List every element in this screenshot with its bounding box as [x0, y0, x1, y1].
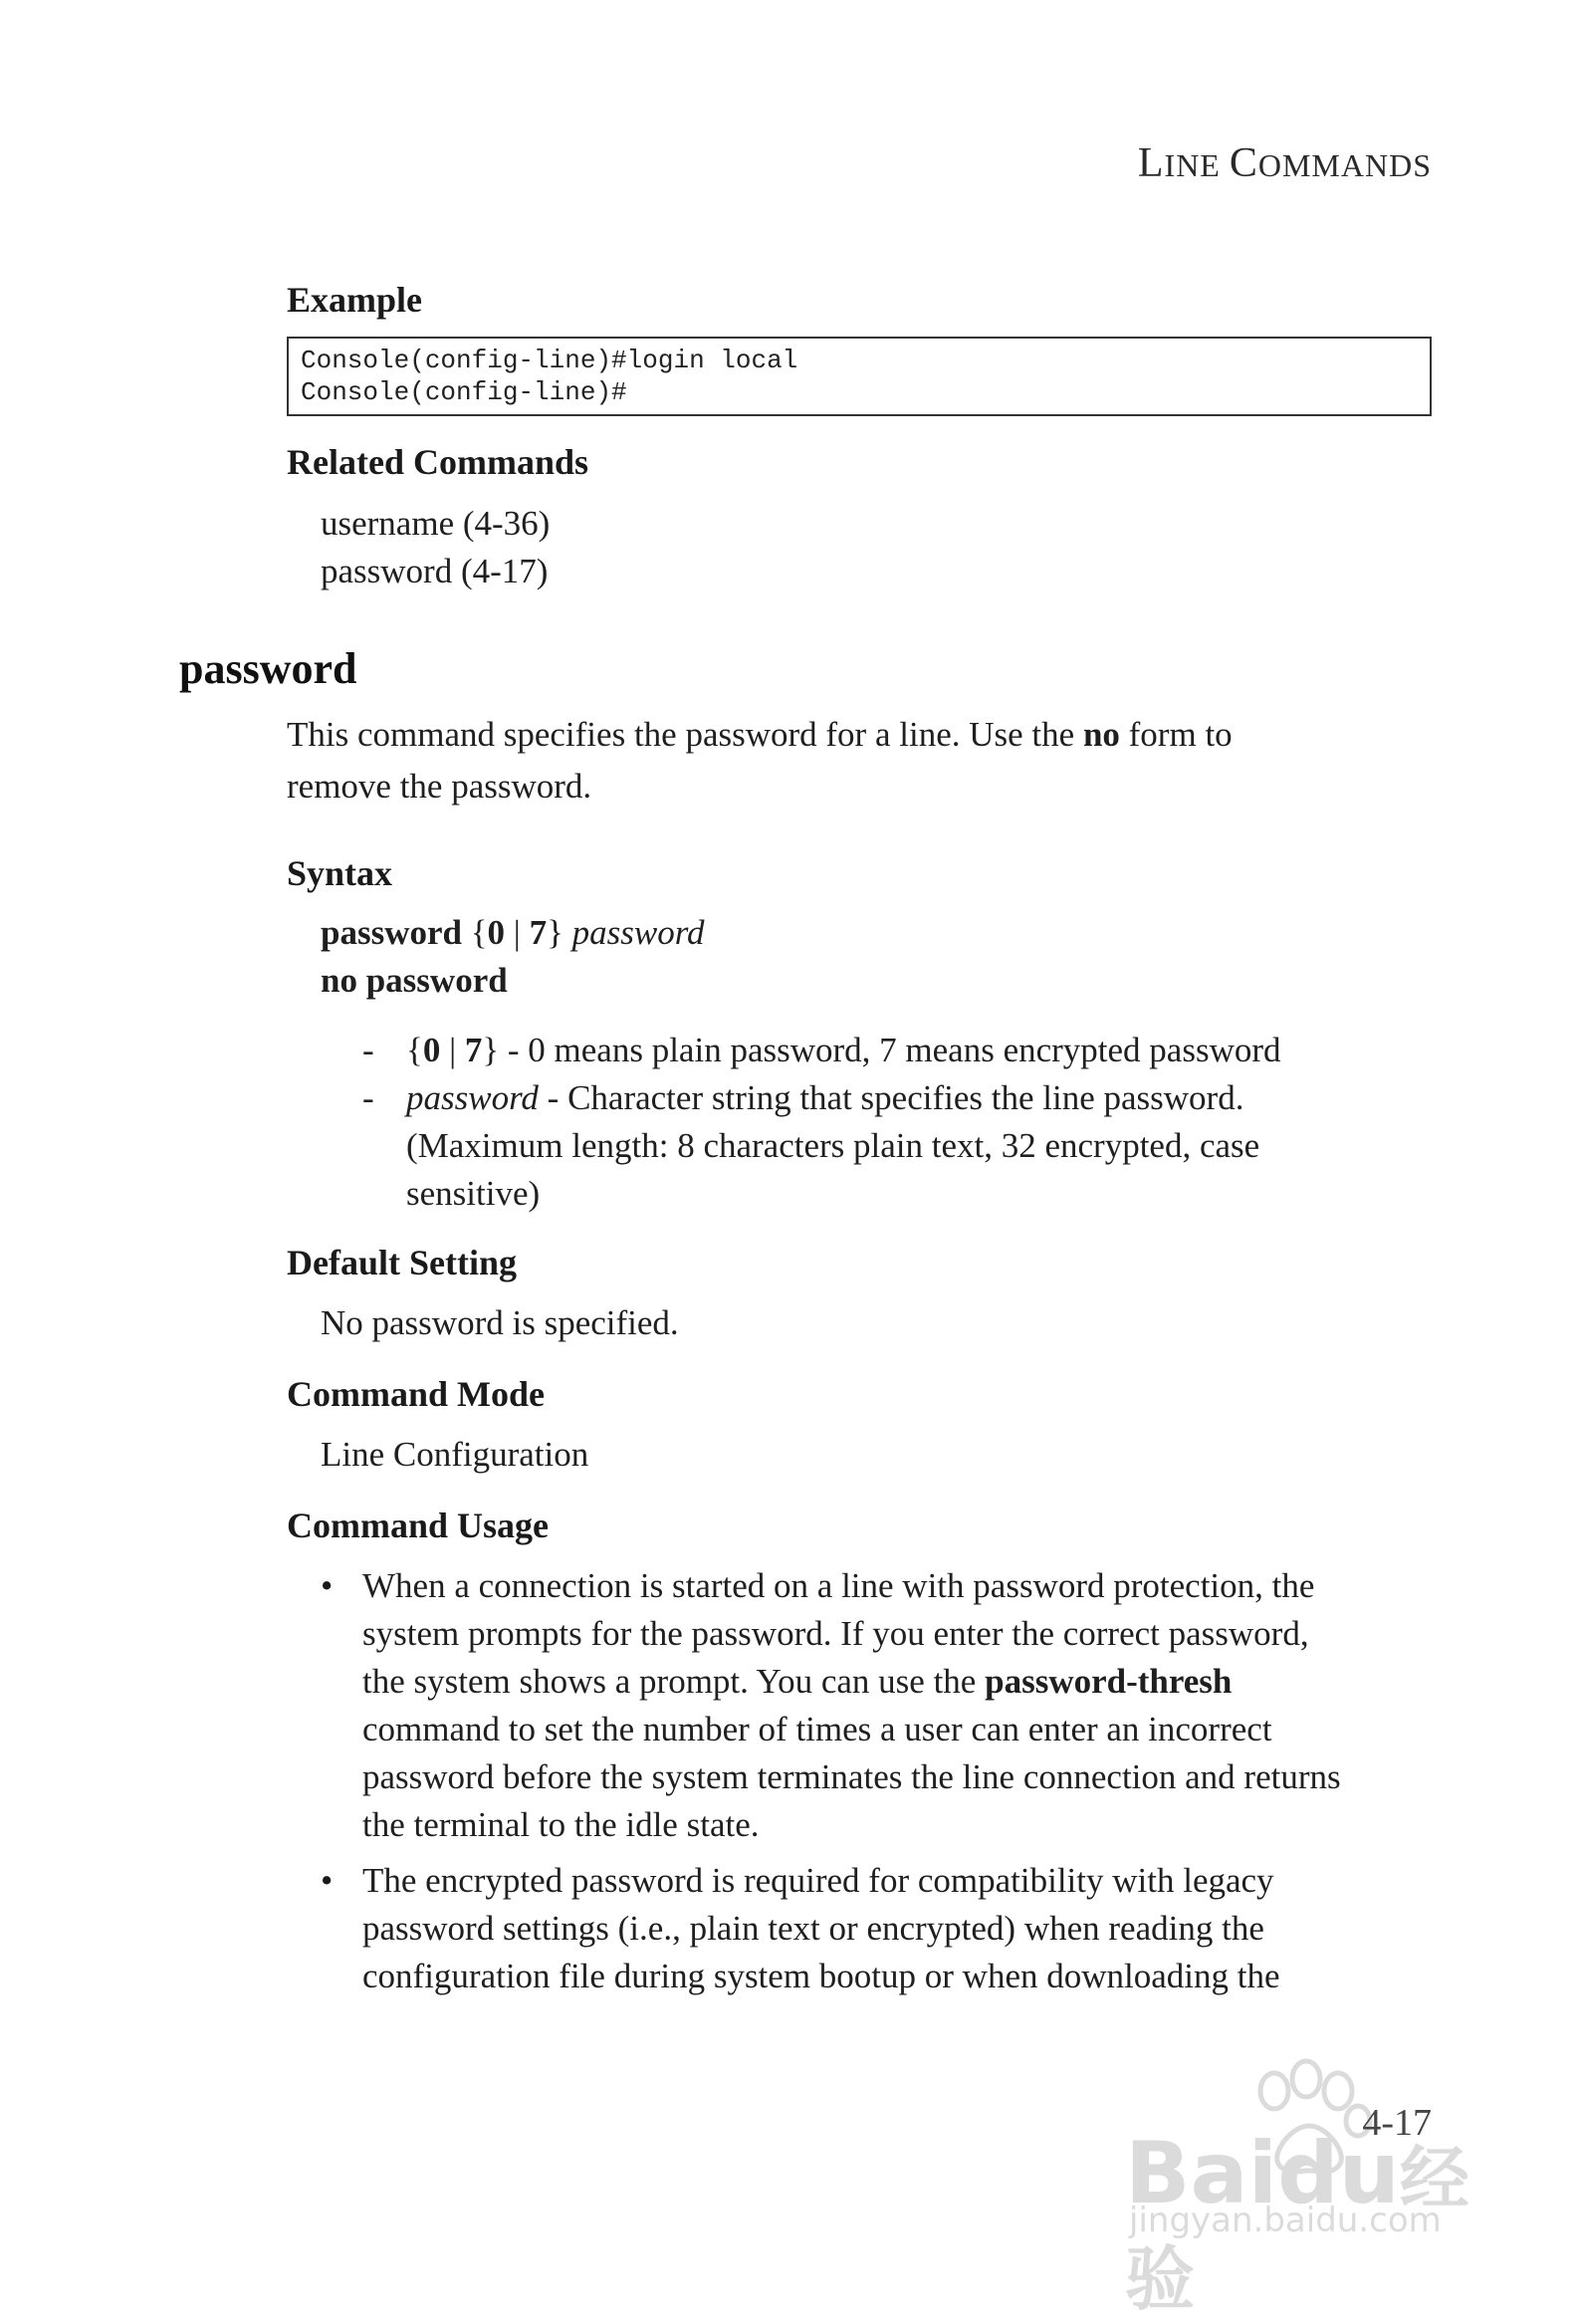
param-2: password - Character string that specifies the line password.: [406, 1078, 1244, 1117]
code-line: Console(config-line)#login local: [301, 346, 798, 375]
syntax-heading: Syntax: [287, 853, 393, 893]
running-head: LINE COMMANDS: [1137, 140, 1432, 186]
watermark-url: jingyan.baidu.com: [1129, 2201, 1442, 2240]
syntax-line-2: no password: [321, 961, 508, 1000]
usage-b1-line-5: password before the system terminates the line connection and returns: [362, 1757, 1341, 1796]
param-dash: -: [362, 1078, 374, 1117]
syntax-line-1: password {0 | 7} password: [321, 913, 705, 952]
intro-line-1: This command specifies the password for a line. Use the no form to: [287, 715, 1233, 754]
command-mode-text: Line Configuration: [321, 1435, 589, 1474]
default-setting-heading: Default Setting: [287, 1243, 517, 1282]
usage-b1-line-2: system prompts for the password. If you enter the correct password,: [362, 1614, 1309, 1653]
param-2-line-3: sensitive): [406, 1174, 541, 1213]
param-1: {0 | 7} - 0 means plain password, 7 means encrypted password: [406, 1031, 1281, 1069]
watermark-brand: Baidu经验: [1125, 2124, 1469, 2320]
example-code-box: [287, 337, 1432, 416]
param-2-line-2: (Maximum length: 8 characters plain text, 32 encrypted, case: [406, 1126, 1260, 1165]
example-heading: Example: [287, 280, 423, 320]
baidu-jingyan-watermark: [1115, 2051, 1503, 2320]
default-setting-text: No password is specified.: [321, 1303, 679, 1342]
bullet: •: [321, 1861, 334, 1900]
param-dash: -: [362, 1031, 374, 1069]
usage-b2-line-2: password settings (i.e., plain text or encrypted) when reading the: [362, 1909, 1264, 1948]
usage-b1-line-1: When a connection is started on a line with password protection, the: [362, 1566, 1315, 1605]
usage-b1-line-4: command to set the number of times a user can enter an incorrect: [362, 1710, 1272, 1748]
related-commands-heading: Related Commands: [287, 442, 588, 482]
related-item-password: password (4-17): [321, 552, 549, 590]
usage-b1-line-3: the system shows a prompt. You can use the password-thresh: [362, 1662, 1233, 1701]
page-number: 4-17: [1362, 2102, 1432, 2144]
command-mode-heading: Command Mode: [287, 1374, 545, 1414]
usage-b2-line-1: The encrypted password is required for compatibility with legacy: [362, 1861, 1274, 1900]
command-usage-heading: Command Usage: [287, 1506, 550, 1545]
code-line: Console(config-line)#: [301, 377, 627, 407]
related-item-username: username (4-36): [321, 504, 551, 543]
section-title: password: [179, 644, 357, 693]
bullet: •: [321, 1566, 334, 1605]
usage-b1-line-6: the terminal to the idle state.: [362, 1805, 760, 1844]
usage-b2-line-3: configuration file during system bootup or when downloading the: [362, 1957, 1280, 1995]
intro-line-2: remove the password.: [287, 767, 592, 806]
